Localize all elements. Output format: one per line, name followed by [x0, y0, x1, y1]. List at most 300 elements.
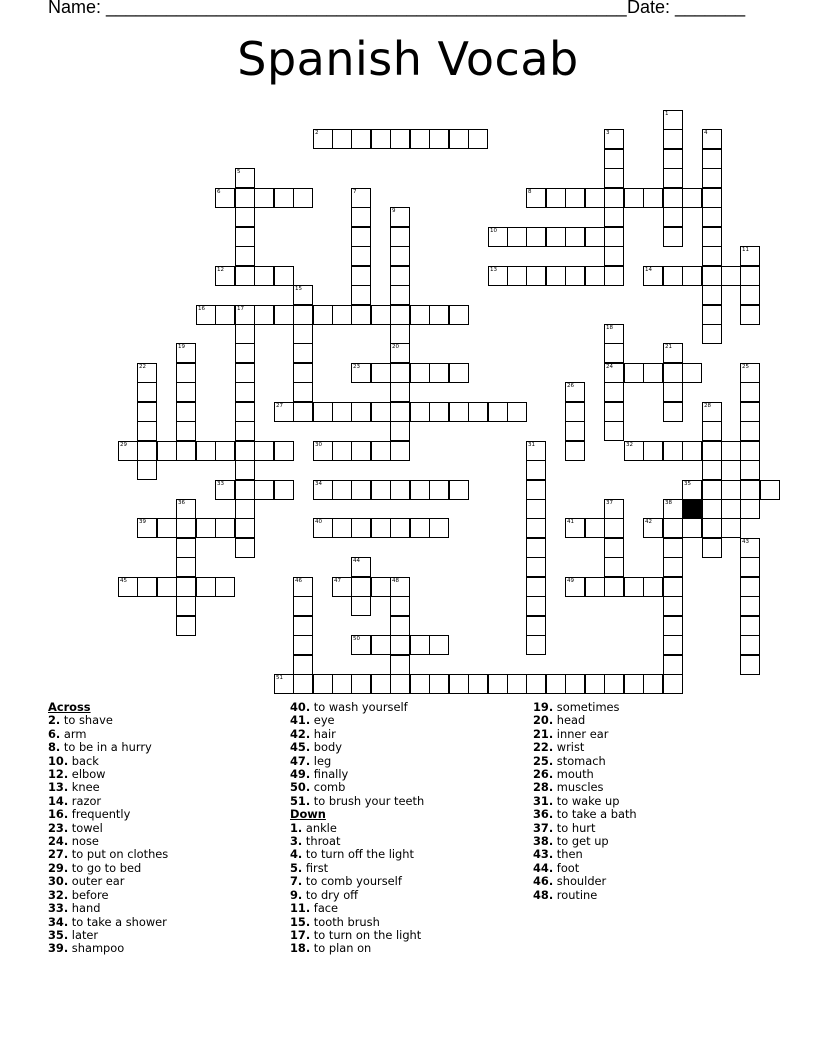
grid-cell[interactable]: [663, 188, 683, 208]
grid-cell[interactable]: [371, 363, 391, 383]
grid-cell[interactable]: [410, 518, 430, 538]
grid-cell[interactable]: [643, 266, 663, 286]
grid-cell[interactable]: [332, 480, 352, 500]
grid-cell[interactable]: [663, 402, 683, 422]
grid-cell[interactable]: [546, 674, 566, 694]
grid-cell[interactable]: [351, 577, 371, 597]
grid-cell[interactable]: [624, 188, 644, 208]
grid-cell[interactable]: [351, 441, 371, 461]
grid-cell[interactable]: [137, 402, 157, 422]
grid-cell[interactable]: [254, 305, 274, 325]
grid-cell[interactable]: [313, 674, 333, 694]
grid-cell[interactable]: [702, 188, 722, 208]
grid-cell[interactable]: [137, 421, 157, 441]
grid-cell[interactable]: [526, 538, 546, 558]
grid-cell[interactable]: [196, 577, 216, 597]
grid-cell[interactable]: [293, 188, 313, 208]
grid-cell[interactable]: [663, 149, 683, 169]
grid-cell[interactable]: [137, 382, 157, 402]
grid-cell[interactable]: [643, 363, 663, 383]
grid-cell[interactable]: [721, 266, 741, 286]
grid-cell[interactable]: [371, 480, 391, 500]
grid-cell[interactable]: [740, 480, 760, 500]
grid-cell[interactable]: [507, 266, 527, 286]
grid-cell[interactable]: [604, 499, 624, 519]
grid-cell[interactable]: [663, 227, 683, 247]
grid-cell[interactable]: [526, 460, 546, 480]
grid-cell[interactable]: [176, 577, 196, 597]
grid-cell[interactable]: [721, 441, 741, 461]
grid-cell[interactable]: [293, 285, 313, 305]
grid-cell[interactable]: [702, 421, 722, 441]
grid-cell[interactable]: [682, 266, 702, 286]
grid-cell[interactable]: [546, 266, 566, 286]
grid-cell[interactable]: [371, 402, 391, 422]
grid-cell[interactable]: [176, 616, 196, 636]
grid-cell[interactable]: [390, 655, 410, 675]
grid-cell[interactable]: [682, 441, 702, 461]
grid-cell[interactable]: [196, 518, 216, 538]
grid-cell[interactable]: [390, 382, 410, 402]
grid-cell[interactable]: [702, 518, 722, 538]
grid-cell[interactable]: [118, 577, 138, 597]
grid-cell[interactable]: [663, 655, 683, 675]
grid-cell[interactable]: [604, 674, 624, 694]
grid-cell[interactable]: [663, 518, 683, 538]
grid-cell[interactable]: [313, 518, 333, 538]
grid-cell[interactable]: [526, 499, 546, 519]
grid-cell[interactable]: [313, 129, 333, 149]
grid-cell[interactable]: [351, 596, 371, 616]
grid-cell[interactable]: [390, 674, 410, 694]
grid-cell[interactable]: [235, 441, 255, 461]
grid-cell[interactable]: [468, 674, 488, 694]
grid-cell[interactable]: [663, 110, 683, 130]
grid-cell[interactable]: [351, 480, 371, 500]
grid-cell[interactable]: [390, 285, 410, 305]
grid-cell[interactable]: [643, 518, 663, 538]
grid-cell[interactable]: [526, 227, 546, 247]
grid-cell[interactable]: [565, 382, 585, 402]
grid-cell[interactable]: [604, 363, 624, 383]
grid-cell[interactable]: [371, 577, 391, 597]
grid-cell[interactable]: [526, 557, 546, 577]
grid-cell[interactable]: [371, 441, 391, 461]
grid-cell[interactable]: [585, 188, 605, 208]
grid-cell[interactable]: [585, 227, 605, 247]
grid-cell[interactable]: [526, 616, 546, 636]
grid-cell[interactable]: [390, 207, 410, 227]
grid-cell[interactable]: [293, 635, 313, 655]
grid-cell[interactable]: [526, 480, 546, 500]
grid-cell[interactable]: [702, 460, 722, 480]
grid-cell[interactable]: [176, 499, 196, 519]
grid-cell[interactable]: [137, 577, 157, 597]
grid-cell[interactable]: [351, 266, 371, 286]
grid-cell[interactable]: [449, 129, 469, 149]
grid-cell[interactable]: [293, 655, 313, 675]
grid-cell[interactable]: [351, 402, 371, 422]
grid-cell[interactable]: [351, 674, 371, 694]
grid-cell[interactable]: [332, 577, 352, 597]
grid-cell[interactable]: [351, 557, 371, 577]
grid-cell[interactable]: [740, 285, 760, 305]
grid-cell[interactable]: [390, 441, 410, 461]
grid-cell[interactable]: [740, 305, 760, 325]
grid-cell[interactable]: [663, 266, 683, 286]
grid-cell[interactable]: [176, 518, 196, 538]
grid-cell[interactable]: [663, 577, 683, 597]
grid-cell[interactable]: [740, 596, 760, 616]
grid-cell[interactable]: [663, 168, 683, 188]
grid-cell[interactable]: [604, 518, 624, 538]
grid-cell[interactable]: [313, 480, 333, 500]
grid-cell[interactable]: [332, 305, 352, 325]
grid-cell[interactable]: [429, 305, 449, 325]
grid-cell[interactable]: [293, 305, 313, 325]
grid-cell[interactable]: [390, 421, 410, 441]
grid-cell[interactable]: [351, 363, 371, 383]
grid-cell[interactable]: [604, 207, 624, 227]
grid-cell[interactable]: [410, 305, 430, 325]
grid-cell[interactable]: [702, 305, 722, 325]
grid-cell[interactable]: [740, 460, 760, 480]
grid-cell[interactable]: [390, 305, 410, 325]
grid-cell[interactable]: [526, 518, 546, 538]
grid-cell[interactable]: [526, 635, 546, 655]
grid-cell[interactable]: [293, 363, 313, 383]
grid-cell[interactable]: [254, 480, 274, 500]
grid-cell[interactable]: [682, 480, 702, 500]
grid-cell[interactable]: [196, 441, 216, 461]
grid-cell[interactable]: [351, 246, 371, 266]
grid-cell[interactable]: [332, 674, 352, 694]
grid-cell[interactable]: [565, 421, 585, 441]
grid-cell[interactable]: [410, 363, 430, 383]
grid-cell[interactable]: [604, 129, 624, 149]
grid-cell[interactable]: [215, 441, 235, 461]
grid-cell[interactable]: [390, 616, 410, 636]
grid-cell[interactable]: [371, 674, 391, 694]
grid-cell[interactable]: [235, 227, 255, 247]
grid-cell[interactable]: [235, 168, 255, 188]
grid-cell[interactable]: [235, 305, 255, 325]
grid-cell[interactable]: [721, 480, 741, 500]
grid-cell[interactable]: [740, 616, 760, 636]
grid-cell[interactable]: [565, 518, 585, 538]
grid-cell[interactable]: [390, 577, 410, 597]
grid-cell[interactable]: [215, 518, 235, 538]
grid-cell[interactable]: [235, 402, 255, 422]
grid-cell[interactable]: [604, 557, 624, 577]
grid-cell[interactable]: [254, 441, 274, 461]
grid-cell[interactable]: [449, 402, 469, 422]
grid-cell[interactable]: [702, 538, 722, 558]
grid-cell[interactable]: [215, 577, 235, 597]
grid-cell[interactable]: [390, 343, 410, 363]
grid-cell[interactable]: [604, 168, 624, 188]
grid-cell[interactable]: [371, 305, 391, 325]
grid-cell[interactable]: [293, 343, 313, 363]
grid-cell[interactable]: [488, 402, 508, 422]
grid-cell[interactable]: [663, 538, 683, 558]
grid-cell[interactable]: [293, 616, 313, 636]
grid-cell[interactable]: [293, 596, 313, 616]
grid-cell[interactable]: [740, 266, 760, 286]
grid-cell[interactable]: [565, 577, 585, 597]
grid-cell[interactable]: [604, 266, 624, 286]
grid-cell[interactable]: [274, 480, 294, 500]
grid-cell[interactable]: [351, 188, 371, 208]
grid-cell[interactable]: [293, 402, 313, 422]
grid-cell[interactable]: [740, 246, 760, 266]
grid-cell[interactable]: [643, 674, 663, 694]
grid-cell[interactable]: [371, 518, 391, 538]
grid-cell[interactable]: [721, 518, 741, 538]
grid-cell[interactable]: [332, 402, 352, 422]
grid-cell[interactable]: [176, 402, 196, 422]
grid-cell[interactable]: [410, 402, 430, 422]
grid-cell[interactable]: [449, 674, 469, 694]
grid-cell[interactable]: [410, 480, 430, 500]
grid-cell[interactable]: [682, 363, 702, 383]
grid-cell[interactable]: [274, 305, 294, 325]
grid-cell[interactable]: [449, 480, 469, 500]
grid-cell[interactable]: [663, 441, 683, 461]
grid-cell[interactable]: [565, 441, 585, 461]
grid-cell[interactable]: [585, 518, 605, 538]
grid-cell[interactable]: [390, 129, 410, 149]
grid-cell[interactable]: [293, 324, 313, 344]
grid-cell[interactable]: [215, 480, 235, 500]
grid-cell[interactable]: [235, 266, 255, 286]
grid-cell[interactable]: [235, 324, 255, 344]
grid-cell[interactable]: [196, 305, 216, 325]
grid-cell[interactable]: [274, 188, 294, 208]
grid-cell[interactable]: [351, 207, 371, 227]
grid-cell[interactable]: [351, 285, 371, 305]
grid-cell[interactable]: [702, 266, 722, 286]
grid-cell[interactable]: [604, 421, 624, 441]
grid-cell[interactable]: [604, 188, 624, 208]
grid-cell[interactable]: [137, 363, 157, 383]
grid-cell[interactable]: [604, 343, 624, 363]
grid-cell[interactable]: [546, 188, 566, 208]
grid-cell[interactable]: [604, 382, 624, 402]
grid-cell[interactable]: [663, 343, 683, 363]
grid-cell[interactable]: [740, 557, 760, 577]
grid-cell[interactable]: [643, 577, 663, 597]
grid-cell[interactable]: [702, 227, 722, 247]
grid-cell[interactable]: [740, 382, 760, 402]
grid-cell[interactable]: [449, 363, 469, 383]
grid-cell[interactable]: [176, 343, 196, 363]
grid-cell[interactable]: [702, 324, 722, 344]
grid-cell[interactable]: [293, 674, 313, 694]
grid-cell[interactable]: [526, 674, 546, 694]
grid-cell[interactable]: [274, 266, 294, 286]
grid-cell[interactable]: [351, 305, 371, 325]
grid-cell[interactable]: [526, 188, 546, 208]
grid-cell[interactable]: [429, 480, 449, 500]
grid-cell[interactable]: [526, 441, 546, 461]
grid-cell[interactable]: [760, 480, 780, 500]
grid-cell[interactable]: [702, 207, 722, 227]
grid-cell[interactable]: [390, 402, 410, 422]
grid-cell[interactable]: [663, 499, 683, 519]
grid-cell[interactable]: [604, 324, 624, 344]
grid-cell[interactable]: [468, 402, 488, 422]
grid-cell[interactable]: [488, 266, 508, 286]
grid-cell[interactable]: [351, 227, 371, 247]
grid-cell[interactable]: [235, 343, 255, 363]
grid-cell[interactable]: [215, 188, 235, 208]
grid-cell[interactable]: [390, 480, 410, 500]
grid-cell[interactable]: [702, 129, 722, 149]
grid-cell[interactable]: [274, 402, 294, 422]
grid-cell[interactable]: [157, 577, 177, 597]
grid-cell[interactable]: [215, 266, 235, 286]
grid-cell[interactable]: [740, 402, 760, 422]
grid-cell[interactable]: [507, 402, 527, 422]
grid-cell[interactable]: [624, 674, 644, 694]
grid-cell[interactable]: [410, 674, 430, 694]
grid-cell[interactable]: [740, 635, 760, 655]
grid-cell[interactable]: [429, 363, 449, 383]
grid-cell[interactable]: [740, 577, 760, 597]
grid-cell[interactable]: [254, 188, 274, 208]
grid-cell[interactable]: [624, 577, 644, 597]
grid-cell[interactable]: [507, 674, 527, 694]
grid-cell[interactable]: [643, 188, 663, 208]
grid-cell[interactable]: [137, 518, 157, 538]
grid-cell[interactable]: [604, 577, 624, 597]
grid-cell[interactable]: [313, 402, 333, 422]
grid-cell[interactable]: [157, 518, 177, 538]
grid-cell[interactable]: [235, 207, 255, 227]
grid-cell[interactable]: [176, 441, 196, 461]
grid-cell[interactable]: [390, 518, 410, 538]
grid-cell[interactable]: [663, 616, 683, 636]
grid-cell[interactable]: [274, 441, 294, 461]
grid-cell[interactable]: [390, 266, 410, 286]
grid-cell[interactable]: [313, 441, 333, 461]
grid-cell[interactable]: [390, 324, 410, 344]
grid-cell[interactable]: [702, 285, 722, 305]
grid-cell[interactable]: [702, 149, 722, 169]
grid-cell[interactable]: [468, 129, 488, 149]
grid-cell[interactable]: [663, 207, 683, 227]
grid-cell[interactable]: [565, 266, 585, 286]
grid-cell[interactable]: [702, 246, 722, 266]
grid-cell[interactable]: [565, 188, 585, 208]
grid-cell[interactable]: [390, 227, 410, 247]
grid-cell[interactable]: [526, 596, 546, 616]
grid-cell[interactable]: [235, 363, 255, 383]
grid-cell[interactable]: [235, 460, 255, 480]
grid-cell[interactable]: [565, 227, 585, 247]
grid-cell[interactable]: [351, 518, 371, 538]
grid-cell[interactable]: [546, 227, 566, 247]
grid-cell[interactable]: [604, 402, 624, 422]
grid-cell[interactable]: [624, 363, 644, 383]
grid-cell[interactable]: [235, 480, 255, 500]
grid-cell[interactable]: [663, 674, 683, 694]
grid-cell[interactable]: [663, 596, 683, 616]
grid-cell[interactable]: [137, 441, 157, 461]
grid-cell[interactable]: [176, 557, 196, 577]
grid-cell[interactable]: [702, 402, 722, 422]
grid-cell[interactable]: [429, 674, 449, 694]
grid-cell[interactable]: [293, 577, 313, 597]
grid-cell[interactable]: [371, 129, 391, 149]
grid-cell[interactable]: [176, 382, 196, 402]
grid-cell[interactable]: [390, 635, 410, 655]
grid-cell[interactable]: [604, 227, 624, 247]
grid-cell[interactable]: [390, 246, 410, 266]
grid-cell[interactable]: [274, 674, 294, 694]
grid-cell[interactable]: [410, 635, 430, 655]
grid-cell[interactable]: [235, 421, 255, 441]
grid-cell[interactable]: [313, 305, 333, 325]
grid-cell[interactable]: [371, 635, 391, 655]
grid-cell[interactable]: [429, 518, 449, 538]
grid-cell[interactable]: [118, 441, 138, 461]
grid-cell[interactable]: [702, 168, 722, 188]
grid-cell[interactable]: [351, 129, 371, 149]
grid-cell[interactable]: [235, 538, 255, 558]
grid-cell[interactable]: [293, 382, 313, 402]
grid-cell[interactable]: [332, 441, 352, 461]
grid-cell[interactable]: [429, 129, 449, 149]
grid-cell[interactable]: [390, 596, 410, 616]
grid-cell[interactable]: [410, 129, 430, 149]
grid-cell[interactable]: [235, 246, 255, 266]
grid-cell[interactable]: [604, 538, 624, 558]
grid-cell[interactable]: [429, 635, 449, 655]
grid-cell[interactable]: [526, 577, 546, 597]
grid-cell[interactable]: [585, 674, 605, 694]
grid-cell[interactable]: [332, 129, 352, 149]
grid-cell[interactable]: [488, 227, 508, 247]
grid-cell[interactable]: [663, 557, 683, 577]
grid-cell[interactable]: [702, 480, 722, 500]
grid-cell[interactable]: [488, 674, 508, 694]
grid-cell[interactable]: [332, 518, 352, 538]
grid-cell[interactable]: [604, 246, 624, 266]
grid-cell[interactable]: [624, 441, 644, 461]
grid-cell[interactable]: [565, 674, 585, 694]
grid-cell[interactable]: [682, 518, 702, 538]
grid-cell[interactable]: [429, 402, 449, 422]
grid-cell[interactable]: [235, 188, 255, 208]
grid-cell[interactable]: [526, 266, 546, 286]
grid-cell[interactable]: [740, 363, 760, 383]
grid-cell[interactable]: [740, 441, 760, 461]
grid-cell[interactable]: [702, 499, 722, 519]
grid-cell[interactable]: [740, 538, 760, 558]
grid-cell[interactable]: [585, 577, 605, 597]
grid-cell[interactable]: [740, 499, 760, 519]
grid-cell[interactable]: [702, 441, 722, 461]
grid-cell[interactable]: [235, 499, 255, 519]
grid-cell[interactable]: [663, 363, 683, 383]
grid-cell[interactable]: [585, 266, 605, 286]
grid-cell[interactable]: [235, 382, 255, 402]
grid-cell[interactable]: [682, 188, 702, 208]
grid-cell[interactable]: [449, 305, 469, 325]
grid-cell[interactable]: [507, 227, 527, 247]
